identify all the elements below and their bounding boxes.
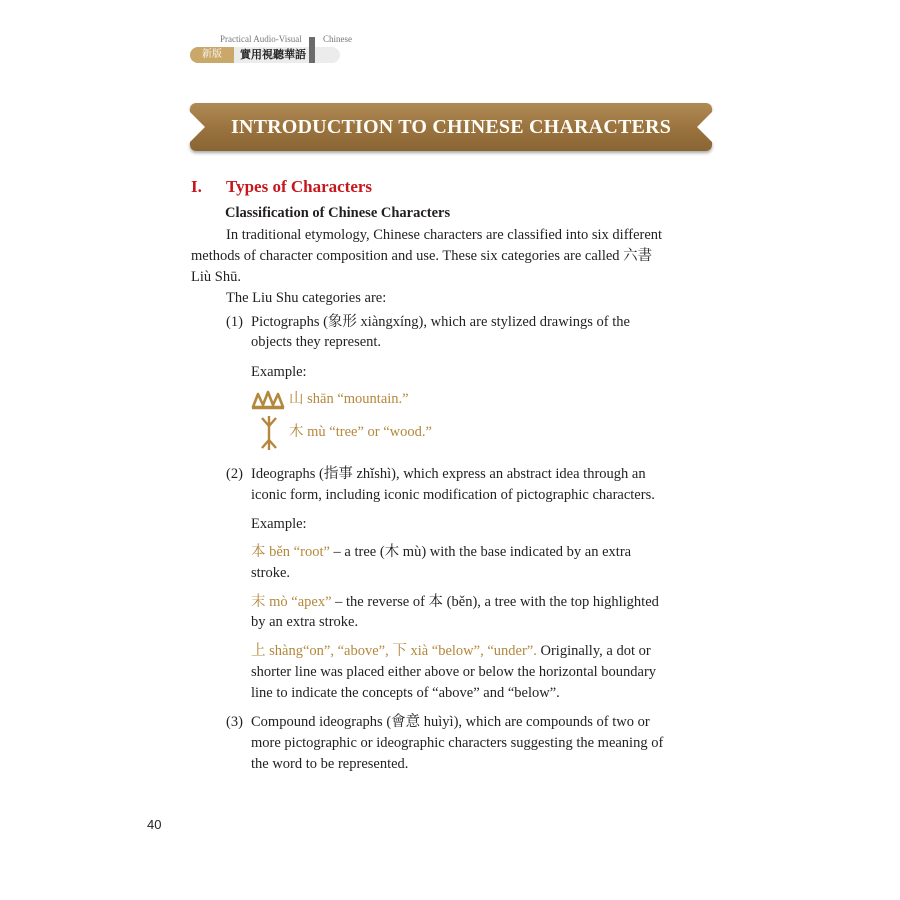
- item-3-number: (3): [226, 714, 243, 730]
- item-2-example-2-desc: – the reverse of 本 (běn), a tree with the top highlighted: [331, 594, 659, 610]
- section-number: I.: [191, 177, 202, 196]
- chapter-banner: [190, 103, 712, 151]
- item-2-example-1-desc: – a tree (木 mù) with the base indicated by an extra: [329, 544, 632, 560]
- item-2-example-1-term: 本 běn “root”: [251, 544, 330, 560]
- item-2-number: (2): [226, 466, 243, 482]
- item-2-example-label: Example:: [251, 516, 307, 532]
- item-1-example-label: Example:: [251, 364, 307, 380]
- item-2-example-3-desc: Originally, a dot or: [536, 643, 651, 659]
- item-1-line-2: objects they represent.: [251, 334, 382, 350]
- item-2-example-3-line-2: shorter line was placed either above or below the horizontal boundary: [251, 664, 657, 680]
- subsection-title: Classification of Chinese Characters: [225, 205, 451, 221]
- item-3-line-3: the word to be represented.: [251, 756, 409, 772]
- item-3-line-1: Compound ideographs (會意 huìyì), which are compounds of two or: [251, 714, 650, 730]
- item-2-example-3: [251, 641, 651, 662]
- categories-lead: The Liu Shu categories are:: [226, 290, 387, 306]
- item-3-line-2: more pictographic or ideographic characters suggesting the meaning of: [251, 735, 664, 751]
- item-1-line-1: Pictographs (象形 xiàngxíng), which are stylized drawings of the: [251, 314, 630, 330]
- series-title-zh: 實用視聽華語: [240, 49, 306, 61]
- chapter-title: INTRODUCTION TO CHINESE CHARACTERS: [230, 116, 672, 138]
- item-2-example-2-term: 末 mò “apex”: [251, 594, 332, 610]
- item-2-example-2: [251, 592, 659, 613]
- intro-line-3: Liù Shū.: [191, 269, 241, 285]
- page-number: 40: [147, 817, 162, 832]
- item-2-line-2: iconic form, including iconic modification of pictographic characters.: [251, 487, 655, 503]
- item-2-example-1: [251, 542, 631, 563]
- item-2-example-1-line-2: stroke.: [251, 565, 291, 581]
- mountain-pictograph-icon: [251, 390, 285, 410]
- series-title-en-right: Chinese: [323, 34, 352, 44]
- item-2-example-3-line-3: line to indicate the concepts of “above” and “below”.: [251, 685, 560, 701]
- item-1-number: (1): [226, 314, 243, 330]
- edition-badge: 新版: [190, 47, 234, 63]
- series-title-en: Practical Audio-Visual: [220, 34, 302, 44]
- item-1-example-1: 山 shān “mountain.”: [289, 391, 409, 407]
- volume-number-mark: [309, 37, 315, 63]
- intro-line-1: In traditional etymology, Chinese characters are classified into six different: [226, 227, 663, 243]
- item-1-example-2: 木 mù “tree” or “wood.”: [289, 424, 432, 440]
- item-2-line-1: Ideographs (指事 zhǐshì), which express an abstract idea through an: [251, 466, 646, 482]
- section-title: Types of Characters: [226, 177, 373, 196]
- item-2-example-2-line-2: by an extra stroke.: [251, 614, 359, 630]
- intro-line-2: methods of character composition and use. These six categories are called 六書: [191, 248, 653, 264]
- tree-pictograph-icon: [259, 414, 279, 452]
- item-2-example-3-term: 上 shàng“on”, “above”, 下 xià “below”, “under”.: [251, 643, 537, 659]
